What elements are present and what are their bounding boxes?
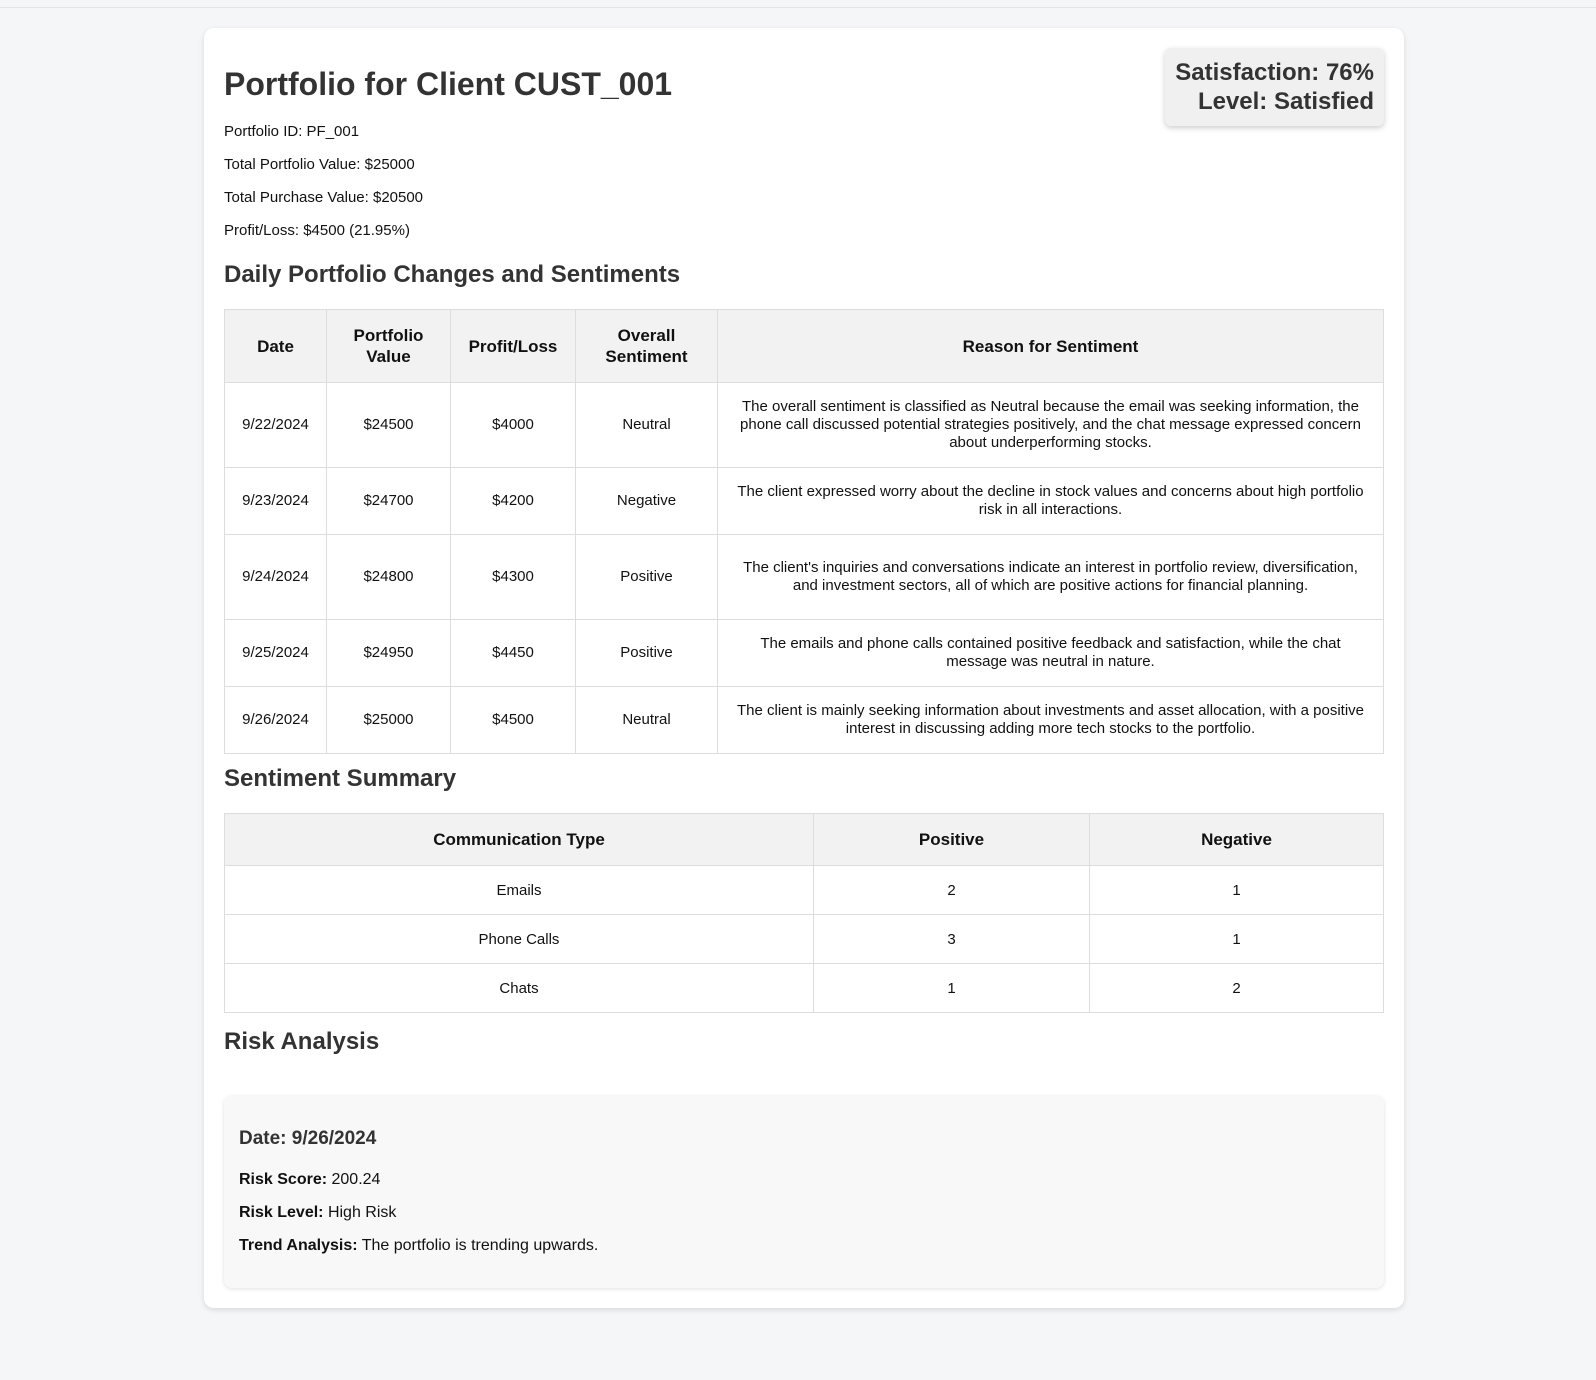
cell-date: 9/24/2024 (225, 535, 327, 620)
cell-reason: The overall sentiment is classified as Neutral because the email was seeking information, the phone call discussed potential strategies positively, and the chat message expressed concern about underperforming stocks. (718, 383, 1384, 468)
profit-loss: Profit/Loss: $4500 (21.95%) (224, 222, 410, 239)
trend-analysis-label: Trend Analysis: (239, 1237, 358, 1254)
cell-sentiment: Neutral (576, 687, 718, 754)
column-header-reason: Reason for Sentiment (718, 310, 1384, 383)
cell-negative: 1 (1090, 915, 1384, 964)
summary-section-heading: Sentiment Summary (224, 765, 457, 792)
table-row (225, 687, 1384, 754)
cell-reason: The client's inquiries and conversations indicate an interest in portfolio review, diversification, and investment sectors, all of which are positive actions for financial planning. (718, 535, 1384, 620)
cell-profit-loss: $4450 (451, 620, 576, 687)
table-row (225, 964, 1384, 1013)
column-header-positive: Positive (814, 814, 1090, 866)
cell-communication-type: Phone Calls (225, 915, 814, 964)
cell-positive: 1 (814, 964, 1090, 1013)
portfolio-info (224, 123, 423, 255)
total-portfolio-value: Total Portfolio Value: $25000 (224, 156, 415, 173)
cell-date: 9/26/2024 (225, 687, 327, 754)
cell-reason: The emails and phone calls contained positive feedback and satisfaction, while the chat message was neutral in nature. (718, 620, 1384, 687)
daily-changes-table (224, 309, 1384, 754)
cell-profit-loss: $4200 (451, 468, 576, 535)
cell-sentiment: Neutral (576, 383, 718, 468)
satisfaction-level: Level: Satisfied (1197, 88, 1374, 115)
trend-analysis-value: The portfolio is trending upwards. (361, 1237, 599, 1254)
risk-date: Date: 9/26/2024 (239, 1128, 377, 1149)
cell-communication-type: Emails (225, 866, 814, 915)
cell-sentiment: Positive (576, 620, 718, 687)
cell-sentiment: Positive (576, 535, 718, 620)
cell-negative: 2 (1090, 964, 1384, 1013)
cell-sentiment: Negative (576, 468, 718, 535)
column-header-portfolio-value: Portfolio Value (327, 310, 451, 383)
cell-profit-loss: $4500 (451, 687, 576, 754)
table-row (225, 915, 1384, 964)
risk-score (239, 1171, 380, 1189)
satisfaction-percent: Satisfaction: 76% (1175, 59, 1374, 86)
risk-level-value: High Risk (327, 1204, 397, 1221)
risk-analysis-panel (224, 1096, 1384, 1288)
cell-reason: The client is mainly seeking information about investments and asset allocation, with a positive interest in discussing adding more tech stocks to the portfolio. (718, 687, 1384, 754)
risk-level (239, 1204, 396, 1222)
cell-communication-type: Chats (225, 964, 814, 1013)
table-row (225, 620, 1384, 687)
column-header-overall-sentiment: Overall Sentiment (576, 310, 718, 383)
cell-portfolio-value: $24700 (327, 468, 451, 535)
column-header-communication-type: Communication Type (225, 814, 814, 866)
cell-reason: The client expressed worry about the decline in stock values and concerns about high portfolio risk in all interactions. (718, 468, 1384, 535)
cell-portfolio-value: $24500 (327, 383, 451, 468)
table-row (225, 535, 1384, 620)
table-row (225, 383, 1384, 468)
page-title: Portfolio for Client CUST_001 (224, 66, 673, 102)
top-bar (0, 0, 1596, 8)
column-header-date: Date (225, 310, 327, 383)
trend-analysis (239, 1237, 598, 1255)
cell-portfolio-value: $24800 (327, 535, 451, 620)
risk-score-label: Risk Score: (239, 1171, 328, 1188)
table-header-row (225, 814, 1384, 866)
sentiment-summary-table (224, 813, 1384, 1013)
cell-profit-loss: $4300 (451, 535, 576, 620)
cell-date: 9/25/2024 (225, 620, 327, 687)
risk-level-label: Risk Level: (239, 1204, 324, 1221)
total-purchase-value: Total Purchase Value: $20500 (224, 189, 424, 206)
table-row (225, 866, 1384, 915)
risk-section-heading: Risk Analysis (224, 1028, 380, 1055)
cell-portfolio-value: $25000 (327, 687, 451, 754)
table-header-row (225, 310, 1384, 383)
cell-positive: 2 (814, 866, 1090, 915)
cell-date: 9/22/2024 (225, 383, 327, 468)
table-row (225, 468, 1384, 535)
portfolio-card (204, 28, 1404, 1308)
daily-section-heading: Daily Portfolio Changes and Sentiments (224, 261, 681, 288)
satisfaction-badge (1165, 48, 1384, 126)
cell-positive: 3 (814, 915, 1090, 964)
column-header-negative: Negative (1090, 814, 1384, 866)
cell-negative: 1 (1090, 866, 1384, 915)
cell-profit-loss: $4000 (451, 383, 576, 468)
portfolio-id: Portfolio ID: PF_001 (224, 123, 360, 140)
cell-date: 9/23/2024 (225, 468, 327, 535)
risk-score-value: 200.24 (331, 1171, 381, 1188)
column-header-profit-loss: Profit/Loss (451, 310, 576, 383)
cell-portfolio-value: $24950 (327, 620, 451, 687)
